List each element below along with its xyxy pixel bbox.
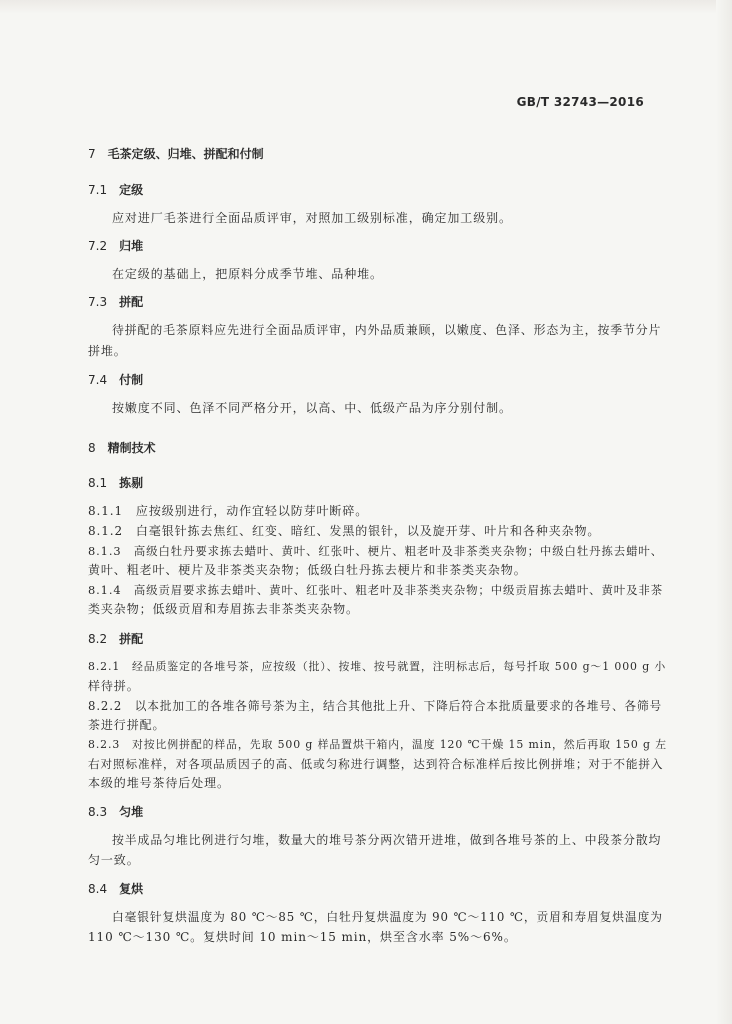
- clause-8-2-3-line-2: 右对照标准样，对各项品质因子的高、低或匀称进行调整，达到符合标准样后按比例拼堆；对于不能拼入: [88, 757, 664, 771]
- clause-8-1-1: 8.1.1 应按级别进行，动作宜轻以防芽叶断碎。: [88, 504, 369, 518]
- clause-8-1-2: 8.1.2 白毫银针拣去焦红、红变、暗红、发黑的银针，以及旋开芽、叶片和各种夹杂物。: [88, 524, 601, 538]
- section-8-4-heading: [88, 881, 143, 897]
- paragraph-line: 110 ℃～130 ℃。复烘时间 10 min～15 min，烘至含水率 5%～6%。: [88, 930, 517, 944]
- standard-code: GB/T 32743—2016: [516, 95, 644, 109]
- section-7-2-heading: [88, 238, 143, 254]
- section-title: 拣剔: [119, 476, 144, 490]
- paragraph-line: 匀一致。: [88, 853, 140, 867]
- clause-8-1-3-line-2: 黄叶、粗老叶、梗片及非茶类夹杂物；低级白牡丹拣去梗片和非茶类夹杂物。: [88, 563, 527, 577]
- section-8-heading: [88, 440, 156, 456]
- paragraph-line: 待拼配的毛茶原料应先进行全面品质评审，内外品质兼顾，以嫩度、色泽、形态为主，按季节分片: [112, 323, 662, 337]
- section-number: 7: [88, 147, 96, 161]
- paragraph: 应对进厂毛茶进行全面品质评审，对照加工级别标准，确定加工级别。: [112, 211, 512, 225]
- paragraph: 按嫩度不同、色泽不同严格分开，以高、中、低级产品为序分别付制。: [112, 401, 512, 415]
- section-number: 7.2: [88, 239, 108, 253]
- section-number: 8.4: [88, 882, 108, 896]
- section-number: 8: [88, 441, 96, 455]
- clause-8-2-1-line-2: 样待拼。: [88, 679, 140, 693]
- section-8-3-heading: [88, 804, 143, 820]
- section-7-1-heading: [88, 182, 143, 198]
- clause-8-1-4-line-1: 8.1.4 高级贡眉要求拣去蜡叶、黄叶、红张叶、粗老叶及非茶类夹杂物；中级贡眉拣去蜡叶、黄叶及非茶: [88, 583, 663, 597]
- section-title: 复烘: [119, 882, 144, 896]
- section-7-3-heading: [88, 294, 143, 310]
- section-7-4-heading: [88, 372, 143, 388]
- paragraph-line: 拼堆。: [88, 344, 127, 358]
- scan-edge-top: [0, 0, 732, 14]
- section-title: 拼配: [119, 632, 144, 646]
- section-number: 7.1: [88, 183, 108, 197]
- section-number: 7.3: [88, 295, 108, 309]
- section-title: 付制: [119, 373, 144, 387]
- section-number: 8.3: [88, 805, 108, 819]
- paragraph-line: 按半成品匀堆比例进行匀堆，数量大的堆号茶分两次错开进堆，做到各堆号茶的上、中段茶分散均: [112, 833, 662, 847]
- clause-8-2-1-line-1: 8.2.1 经品质鉴定的各堆号茶，应按级（批）、按堆、按号就置，注明标志后，每号扦取 500 g～1 000 g 小: [88, 660, 667, 673]
- section-number: 8.1: [88, 476, 108, 490]
- section-title: 精制技术: [107, 441, 156, 455]
- section-number: 7.4: [88, 373, 108, 387]
- section-8-1-heading: [88, 475, 143, 491]
- clause-8-2-2-line-2: 茶进行拼配。: [88, 718, 166, 732]
- section-title: 归堆: [119, 239, 144, 253]
- section-8-2-heading: [88, 631, 143, 647]
- clause-8-1-4-line-2: 类夹杂物；低级贡眉和寿眉拣去非茶类夹杂物。: [88, 602, 359, 616]
- paragraph: 在定级的基础上，把原料分成季节堆、品种堆。: [112, 267, 383, 281]
- section-title: 匀堆: [119, 805, 144, 819]
- section-title: 毛茶定级、归堆、拼配和付制: [107, 147, 264, 161]
- clause-8-2-2-line-1: 8.2.2 以本批加工的各堆各筛号茶为主，结合其他批上升、下降后符合本批质量要求的各堆号、各筛号: [88, 699, 663, 713]
- clause-8-1-3-line-1: 8.1.3 高级白牡丹要求拣去蜡叶、黄叶、红张叶、梗片、粗老叶及非茶类夹杂物；中级白牡丹拣去蜡叶、: [88, 544, 663, 558]
- clause-8-2-3-line-3: 本级的堆号茶待后处理。: [88, 776, 230, 790]
- section-title: 定级: [119, 183, 144, 197]
- scan-edge-right: [716, 0, 732, 1024]
- section-7-heading: [88, 146, 264, 162]
- section-title: 拼配: [119, 295, 144, 309]
- paragraph-line: 白毫银针复烘温度为 80 ℃～85 ℃，白牡丹复烘温度为 90 ℃～110 ℃，贡眉和寿眉复烘温度为: [112, 910, 663, 924]
- clause-8-2-3-line-1: 8.2.3 对按比例拼配的样品，先取 500 g 样品置烘干箱内，温度 120 ℃干燥 15 min，然后再取 150 g 左: [88, 738, 668, 751]
- section-number: 8.2: [88, 632, 108, 646]
